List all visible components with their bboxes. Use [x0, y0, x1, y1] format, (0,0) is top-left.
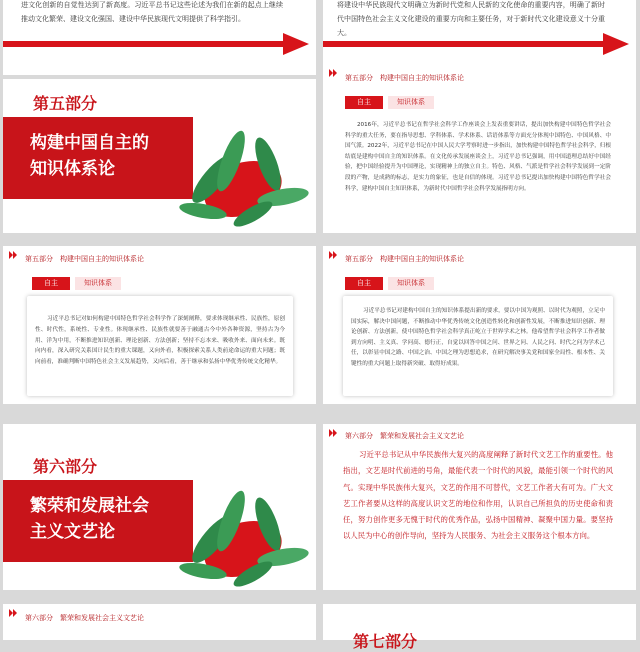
slide-text: 2016年，习近平总书记在哲学社会科学工作座谈会上发表重要讲话，提出加快构建中国特色哲学社会科学的重大任务，要在指导思想、学科体系、学术体系、话语体系等方面充分体现中国特色、中国风格、中国气派。2022年，习近平总书记在中国人民大学考察时进一步指出，加快构建中国特色哲学社会科学，归根结底是建构中国自主的知识体系。在文化传承发展座谈会上，习近平总书记强调，用中国道理总结好中国经验，把中国经验提升为中国理论，实现精神上的独立自主。特色、风格、气派是哲学社会科学发展到一定阶段的产物，是成熟的标志，是实力的象征，也是自信的体现。习近平总书记提出加快构建中国特色哲学社会科学，建构中国自主知识体系，为新时代中国哲学社会科学发展指明方向。 [345, 122, 611, 192]
section-title-line2: 知识体系论 [30, 159, 115, 179]
chevron-icon [329, 69, 339, 77]
slide-header [323, 424, 636, 442]
chevron-icon [329, 429, 339, 437]
leaf-illustration [173, 119, 313, 229]
arrow-decoration [323, 30, 633, 58]
slide-section-7[interactable] [323, 604, 636, 651]
leaf-illustration [173, 479, 313, 589]
slide-section-5[interactable] [3, 79, 316, 233]
slide-text: 进文化创新的自觉性达到了新高度。习近平总书记这些论述为我们在新的起点上继续推动文化繁荣、建设文化强国、建设中华民族现代文明提供了科学指引。 [21, 1, 283, 23]
slide-literature-1[interactable] [323, 424, 636, 590]
slide-top-left[interactable] [3, 0, 316, 75]
slide-header [3, 604, 316, 622]
slide-header-text: 第六部分 繁荣和发展社会主义文艺论 [25, 614, 144, 622]
section-title-line1: 构建中国自主的 [30, 133, 149, 153]
tag-red: 自主 [345, 96, 383, 109]
slide-text: 习近平总书记对如何构建中国特色哲学社会科学作了深刻阐释，要求体现继承性、民族性，原创性、时代性，系统性、专业性。体现继承性、民族性就要善于融通古今中外各种资源，坚持古为今用、洋为中用，不断推进知识创新、理论创新、方法创新；坚持不忘本来、吸收外来、面向未来。既向内看，深入研究关系国计民生的重大课题，又向外看，积极探索关系人类前途命运的重大问题；既向前看，准确判断中国特色社会主义发展趋势，又向后看，善于继承和弘扬中华优秀传统文化精华。 [35, 316, 285, 366]
section-number: 第七部分 [353, 632, 418, 651]
arrow-decoration [3, 30, 313, 58]
slide-text: 将建设中华民族现代文明确立为新时代党和人民新的文化使命的重要内容，明确了新时代中国特色社会主义文化建设的重要方向和主要任务，对于新时代文化建设意义十分重大。 [337, 1, 605, 37]
text-card [343, 296, 613, 396]
text-card [27, 296, 293, 396]
section-number: 第六部分 [33, 457, 98, 476]
tag-pink: 知识体系 [75, 277, 121, 290]
slide-header-text: 第五部分 构建中国自主的知识体系论 [25, 255, 144, 263]
chevron-icon [9, 609, 19, 617]
section-title-line1: 繁荣和发展社会 [30, 496, 149, 516]
slide-header-text: 第六部分 繁荣和发展社会主义文艺论 [345, 432, 464, 440]
slide-knowledge-1[interactable] [323, 64, 636, 233]
section-title-band [3, 117, 193, 199]
chevron-icon [329, 251, 339, 259]
tag-red: 自主 [32, 277, 70, 290]
section-title-band [3, 480, 193, 562]
tag-pink: 知识体系 [388, 277, 434, 290]
tag-red: 自主 [345, 277, 383, 290]
slide-header [3, 246, 316, 264]
section-number: 第五部分 [33, 94, 98, 113]
slide-knowledge-3[interactable] [323, 246, 636, 404]
section-title-line2: 主义文艺论 [30, 522, 115, 542]
slide-header [323, 246, 636, 264]
slide-section-6[interactable] [3, 424, 316, 590]
slide-text: 习近平总书记对建构中国自主的知识体系提出新的要求，要以中国为观照、以时代为观照，立足中国实际，解决中国问题，不断推动中华优秀传统文化创造性转化和创新性发展，不断推进知识创新、理论创新、方法创新，使中国特色哲学社会科学真正屹立于世界学术之林。他希望哲学社会科学工作者做到方向明、主义真、学问高、德行正，自觉以回答中国之问、世界之问、人民之问、时代之问为学术己任，以彰显中国之路、中国之治、中国之理为思想追求，在研究解决事关党和国家全局性、根本性、关键性的重大问题上取得新突破、取得好成果。 [351, 308, 605, 367]
tag-pink: 知识体系 [388, 96, 434, 109]
slide-knowledge-2[interactable] [3, 246, 316, 404]
slide-literature-2[interactable] [3, 604, 316, 640]
slide-header-text: 第五部分 构建中国自主的知识体系论 [345, 74, 464, 82]
slide-text: 习近平总书记从中华民族伟大复兴的高度阐释了新时代文艺工作的重要性。他指出，文艺是时代前进的号角，最能代表一个时代的风貌，最能引领一个时代的风气。实现中华民族伟大复兴，文艺的作用不可替代，文艺工作者大有可为。广大文艺工作者要从这样的高度认识文艺的地位和作用，认识自己所担负的历史使命和责任，努力创作更多无愧于时代的优秀作品，弘扬中国精神、凝聚中国力量。要坚持以人民为中心的创作导向，坚持为人民服务、为社会主义服务这个根本方向。 [343, 450, 613, 541]
slide-header [323, 64, 636, 82]
chevron-icon [9, 251, 19, 259]
slide-header-text: 第五部分 构建中国自主的知识体系论 [345, 255, 464, 263]
